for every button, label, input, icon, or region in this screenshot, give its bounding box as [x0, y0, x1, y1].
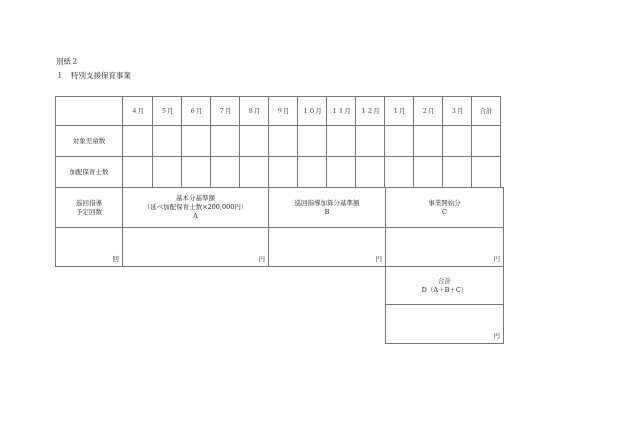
- data-cell[interactable]: [298, 126, 327, 157]
- data-cell[interactable]: [182, 157, 211, 188]
- corner-cell: [56, 97, 123, 126]
- base-amount-letter: A: [193, 212, 198, 220]
- data-cell[interactable]: [414, 126, 443, 157]
- data-cell[interactable]: [269, 126, 298, 157]
- section-title: １ 特別支援保育事業: [56, 71, 131, 80]
- total-table: [385, 266, 504, 344]
- data-cell[interactable]: [356, 126, 385, 157]
- month-header: ５月: [153, 97, 182, 126]
- total-formula: D（A＋B＋C）: [421, 285, 468, 294]
- month-header: １１月: [327, 97, 356, 126]
- data-cell[interactable]: [385, 126, 414, 157]
- month-header: ７月: [211, 97, 240, 126]
- patrol-amount-title: 巡回指導加算分基準額: [294, 198, 360, 207]
- total-value-cell[interactable]: [386, 305, 504, 344]
- startup-amount-value-cell[interactable]: [386, 228, 504, 267]
- month-header: １月: [385, 97, 414, 126]
- base-amount-title: 基本分基準額: [176, 194, 215, 202]
- data-cell[interactable]: [123, 157, 153, 188]
- data-cell[interactable]: [153, 157, 182, 188]
- children-row: [56, 126, 501, 157]
- base-amount-header: [123, 188, 269, 228]
- row-label-staff: 加配保育士数: [56, 157, 123, 188]
- total-value-row: [386, 305, 504, 344]
- annex-label: 別紙２: [56, 57, 79, 66]
- data-cell[interactable]: [385, 157, 414, 188]
- startup-amount-title: 事業開始分: [428, 198, 461, 207]
- month-header: ８月: [240, 97, 269, 126]
- visits-header: [56, 188, 123, 228]
- startup-amount-header: [386, 188, 504, 228]
- summary-table: [55, 187, 504, 267]
- data-cell[interactable]: [240, 126, 269, 157]
- total-header-row: [386, 267, 504, 305]
- visits-unit: 回: [112, 255, 119, 263]
- visits-value-cell[interactable]: [56, 228, 123, 267]
- data-cell[interactable]: [356, 157, 385, 188]
- row-label-children: 対象児童数: [56, 126, 123, 157]
- base-amount-unit: 円: [258, 255, 265, 263]
- data-cell[interactable]: [443, 157, 472, 188]
- month-header: １０月: [298, 97, 327, 126]
- summary-header-row: [56, 188, 504, 228]
- base-amount-value-cell[interactable]: [123, 228, 269, 267]
- startup-amount-unit: 円: [493, 255, 500, 263]
- data-cell[interactable]: [211, 126, 240, 157]
- base-amount-formula: （延べ加配保育士数×200,000円）: [143, 203, 248, 211]
- staff-row: [56, 157, 501, 188]
- total-header: [386, 267, 504, 305]
- total-unit: 円: [493, 332, 500, 340]
- data-cell[interactable]: [327, 157, 356, 188]
- data-cell[interactable]: [298, 157, 327, 188]
- data-cell[interactable]: [414, 157, 443, 188]
- visits-label-line1: 巡回指導: [76, 198, 102, 207]
- data-cell[interactable]: [472, 157, 501, 188]
- patrol-amount-unit: 円: [375, 255, 382, 263]
- month-header: ２月: [414, 97, 443, 126]
- patrol-amount-value-cell[interactable]: [269, 228, 386, 267]
- data-cell[interactable]: [269, 157, 298, 188]
- month-header: ４月: [123, 97, 153, 126]
- data-cell[interactable]: [182, 126, 211, 157]
- visits-label-line2: 予定回数: [76, 207, 102, 216]
- data-cell[interactable]: [153, 126, 182, 157]
- data-cell[interactable]: [123, 126, 153, 157]
- patrol-amount-header: [269, 188, 386, 228]
- month-header: ３月: [443, 97, 472, 126]
- summary-value-row: [56, 228, 504, 267]
- data-cell[interactable]: [327, 126, 356, 157]
- data-cell[interactable]: [211, 157, 240, 188]
- total-header: 合計: [472, 97, 501, 126]
- monthly-table: [55, 96, 501, 188]
- data-cell[interactable]: [240, 157, 269, 188]
- month-header: １２月: [356, 97, 385, 126]
- data-cell[interactable]: [472, 126, 501, 157]
- month-header: ９月: [269, 97, 298, 126]
- month-header: ６月: [182, 97, 211, 126]
- month-header-row: [56, 97, 501, 126]
- data-cell[interactable]: [443, 126, 472, 157]
- startup-amount-letter: C: [442, 207, 447, 216]
- patrol-amount-letter: B: [324, 207, 330, 216]
- total-title: 合計: [438, 276, 451, 285]
